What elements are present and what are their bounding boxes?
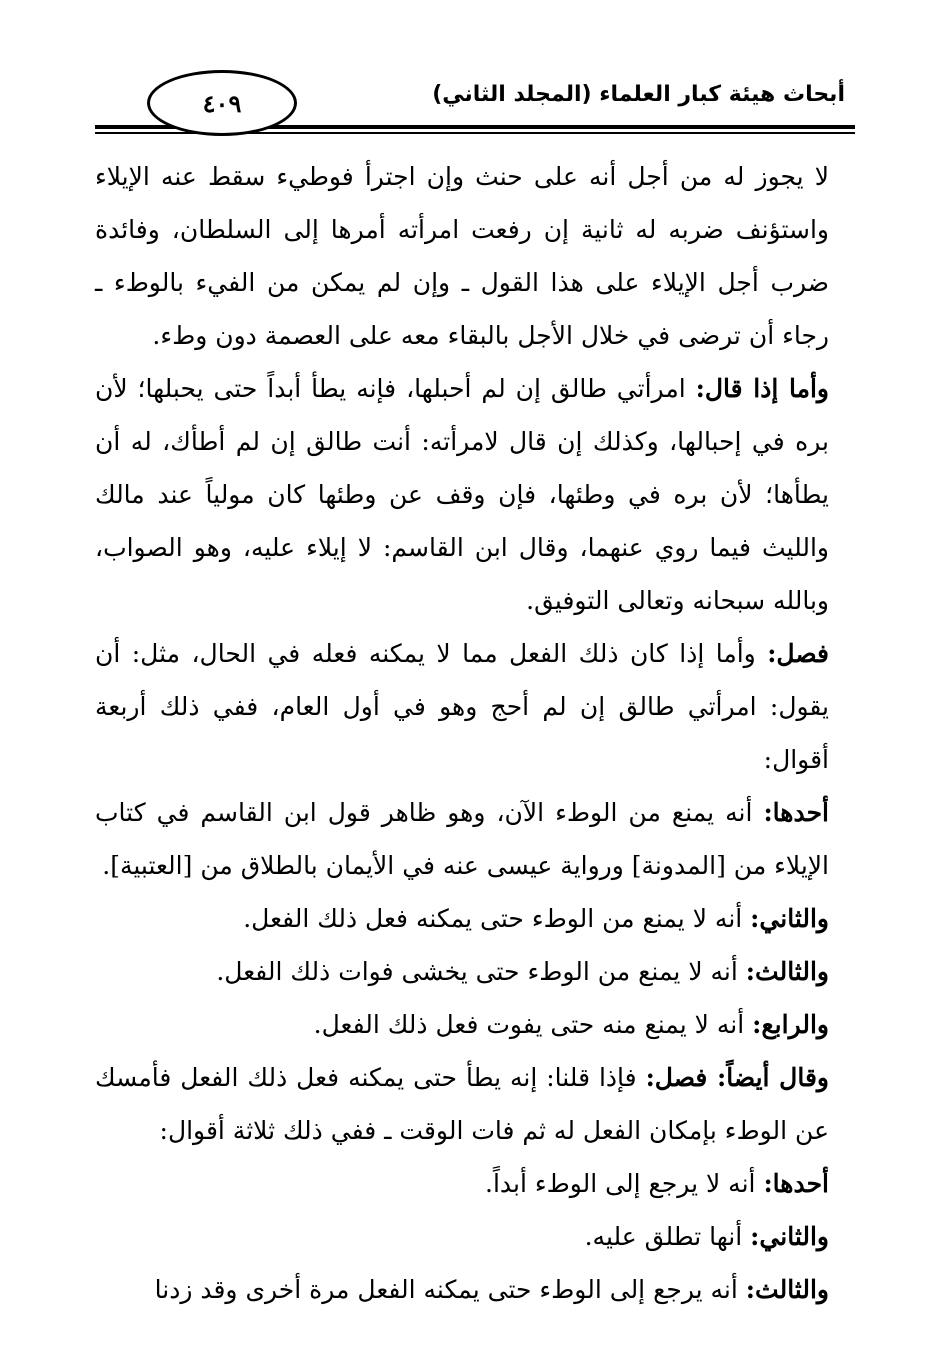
paragraph-text: أنه لا يمنع من الوطء حتى يمكنه فعل ذلك الفعل. bbox=[243, 904, 751, 933]
paragraph-text: وأما إذا كان ذلك الفعل مما لا يمكنه فعله في الحال، مثل: أن يقول: امرأتي طالق إن لم أحج وهو في أول العام، ففي ذلك أربعة أقوال: bbox=[95, 639, 829, 774]
paragraph bbox=[95, 945, 857, 998]
paragraph-label: والثالث: bbox=[745, 1275, 829, 1304]
paragraph-label: والثالث: bbox=[745, 957, 829, 986]
paragraph bbox=[95, 1051, 857, 1157]
paragraph-label: وقال أيضاً: فصل: bbox=[645, 1063, 829, 1092]
paragraph bbox=[95, 1263, 857, 1316]
paragraph bbox=[95, 786, 857, 892]
paragraph-text: امرأتي طالق إن لم أحبلها، فإنه يطأ أبداً حتى يحبلها؛ لأن بره في إحبالها، وكذلك إن قال لامرأته: أنت طالق إن لم أطأك، له أن يطأها؛ لأن بره في وطئها، فإن وقف عن وطئها كان مولياً عند مالك والليث فيما روي عنهما، وقال ابن القاسم: لا إيلاء عليه، وهو الصواب، وبالله سبحانه وتعالى التوفيق. bbox=[95, 374, 829, 615]
paragraph bbox=[95, 892, 857, 945]
paragraph-text: أنه يرجع إلى الوطء حتى يمكنه الفعل مرة أخرى وقد زدنا bbox=[154, 1275, 746, 1304]
paragraph-text: فإذا قلنا: إنه يطأ حتى يمكنه فعل ذلك الفعل فأمسك عن الوطء بإمكان الفعل له ثم فات الوقت ـ ففي ذلك ثلاثة أقوال: bbox=[95, 1063, 829, 1145]
paragraph-text: أنه لا يرجع إلى الوطء أبداً. bbox=[485, 1169, 764, 1198]
paragraph-text: لا يجوز له من أجل أنه على حنث وإن اجترأ فوطيء سقط عنه الإيلاء واستؤنف ضربه له ثانية إن رفعت امرأته أمرها إلى السلطان، وفائدة ضرب أجل الإيلاء على هذا القول ـ وإن لم يمكن من الفيء بالوطء ـ رجاء أن ترضى في خلال الأجل بالبقاء معه على العصمة دون وطء. bbox=[95, 162, 829, 350]
paragraph bbox=[95, 998, 857, 1051]
paragraph bbox=[95, 1210, 857, 1263]
page-body bbox=[95, 150, 857, 1316]
paragraph bbox=[95, 150, 857, 362]
paragraph-label: أحدها: bbox=[763, 1169, 829, 1198]
paragraph bbox=[95, 362, 857, 627]
paragraph-label: فصل: bbox=[767, 639, 829, 668]
paragraph-text: أنه لا يمنع من الوطء حتى يخشى فوات ذلك الفعل. bbox=[216, 957, 746, 986]
paragraph-label: وأما إذا قال: bbox=[695, 374, 829, 403]
paragraph-label: والثاني: bbox=[750, 1222, 829, 1251]
paragraph bbox=[95, 627, 857, 786]
running-title: أبحاث هيئة كبار العلماء (المجلد الثاني) bbox=[432, 82, 845, 107]
paragraph-text: أنها تطلق عليه. bbox=[584, 1222, 751, 1251]
paragraph-text: أنه يمنع من الوطء الآن، وهو ظاهر قول ابن القاسم في كتاب الإيلاء من [المدونة] ورواية عيسى عنه في الأيمان بالطلاق من [العتبية]. bbox=[95, 798, 829, 880]
paragraph-text: أنه لا يمنع منه حتى يفوت فعل ذلك الفعل. bbox=[313, 1010, 753, 1039]
paragraph-label: والرابع: bbox=[752, 1010, 829, 1039]
paragraph-label: أحدها: bbox=[763, 798, 829, 827]
page-header bbox=[95, 70, 855, 140]
page-number: ٤٠٩ bbox=[147, 70, 297, 136]
paragraph bbox=[95, 1157, 857, 1210]
paragraph-label: والثاني: bbox=[750, 904, 829, 933]
